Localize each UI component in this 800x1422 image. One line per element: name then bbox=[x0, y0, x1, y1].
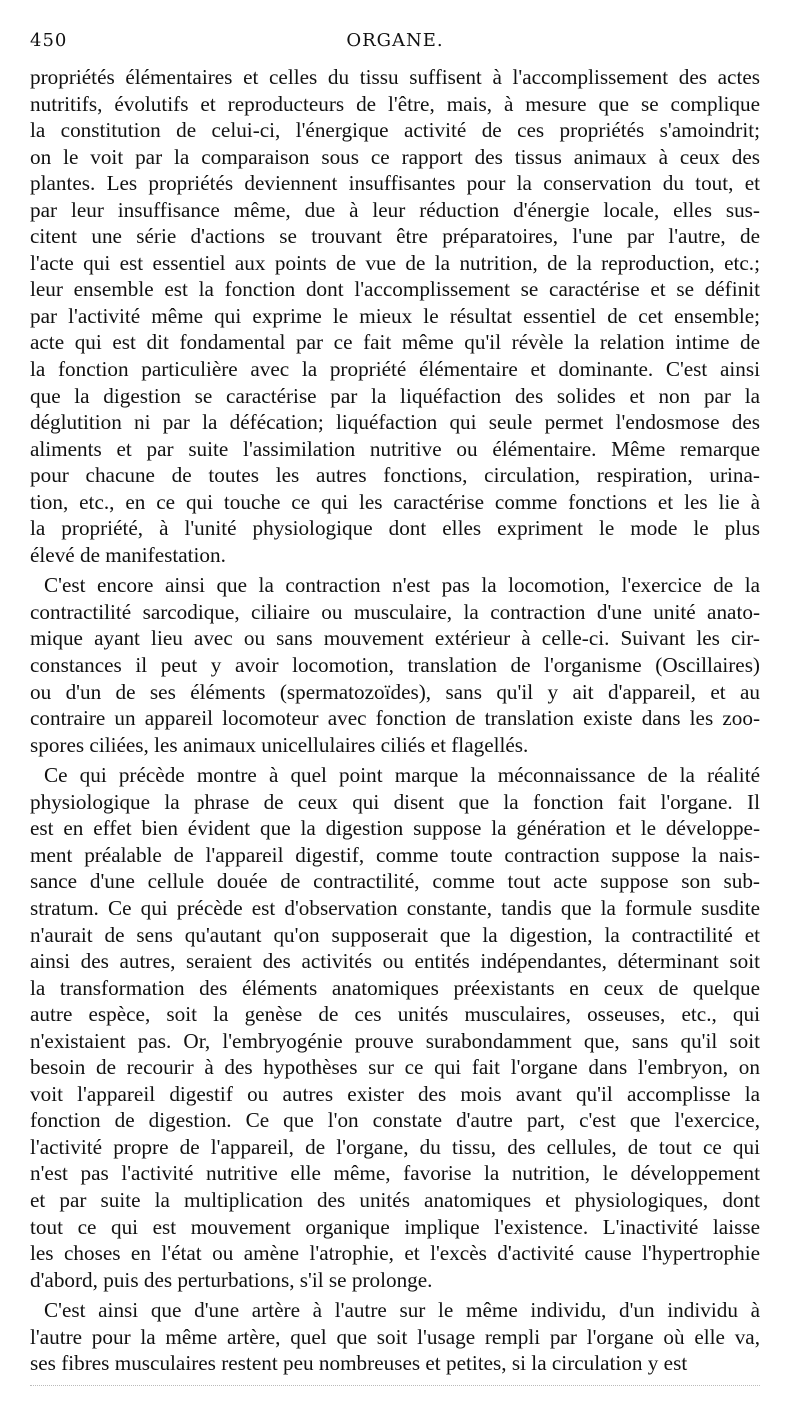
text-line: que la digestion se caractérise par la liquéfaction des solides et non par la bbox=[30, 383, 760, 408]
body-text bbox=[30, 64, 760, 1381]
bottom-rule bbox=[30, 1385, 760, 1387]
text-line: aliments et par suite l'assimilation nutritive ou élémentaire. Même remarque bbox=[30, 436, 760, 461]
running-title: ORGANE. bbox=[346, 30, 444, 51]
text-line: élevé de manifestation. bbox=[30, 542, 226, 567]
text-line: tout ce qui est mouvement organique implique l'existence. L'inactivité laisse bbox=[30, 1214, 760, 1239]
text-line: tion, etc., en ce qui touche ce qui les caractérise comme fonctions et les lie à bbox=[30, 489, 760, 514]
text-line: plantes. Les propriétés deviennent insuffisantes pour la conservation du tout, et bbox=[30, 171, 760, 196]
text-line: leur ensemble est la fonction dont l'accomplissement se caractérise et se définit bbox=[30, 277, 760, 302]
page-number: 450 bbox=[30, 30, 68, 51]
text-line: est en effet bien évident que la digestion suppose la génération et le développe- bbox=[30, 816, 760, 841]
text-line: on le voit par la comparaison sous ce rapport des tissus animaux à ceux des bbox=[30, 144, 760, 169]
text-line: contraire un appareil locomoteur avec fonction de translation existe dans les zoo- bbox=[30, 706, 760, 731]
text-line: déglutition ni par la défécation; liquéfaction qui seule permet l'endosmose des bbox=[30, 410, 760, 435]
text-line: contractilité sarcodique, ciliaire ou musculaire, la contraction d'une unité anato- bbox=[30, 599, 760, 624]
text-line: mique ayant lieu avec ou sans mouvement extérieur à celle-ci. Suivant les cir- bbox=[30, 626, 760, 651]
text-line: n'est pas l'activité nutritive elle même, favorise la nutrition, le développement bbox=[30, 1161, 760, 1186]
text-line: la transformation des éléments anatomiques préexistants en ceux de quelque bbox=[30, 975, 760, 1000]
text-line: les choses en l'état ou amène l'atrophie, et l'excès d'activité cause l'hypertrophie bbox=[30, 1241, 760, 1266]
text-line: ou d'un de ses éléments (spermatozoïdes), sans qu'il y ait d'appareil, et au bbox=[30, 679, 760, 704]
text-line: constances il peut y avoir locomotion, translation de l'organisme (Oscillaires) bbox=[30, 653, 760, 678]
text-line: la constitution de celui-ci, l'énergique activité de ces propriétés s'amoindrit; bbox=[30, 118, 760, 143]
text-line: spores ciliées, les animaux unicellulaires ciliés et flagellés. bbox=[30, 732, 529, 757]
text-line: l'autre pour la même artère, quel que soit l'usage rempli par l'organe où elle va, bbox=[30, 1324, 760, 1349]
paragraph bbox=[30, 572, 760, 758]
text-line: sance d'une cellule douée de contractilité, comme tout acte suppose son sub- bbox=[30, 869, 760, 894]
page-header bbox=[30, 30, 760, 58]
text-line: la propriété, à l'unité physiologique dont elles expriment le mode le plus bbox=[30, 516, 760, 541]
text-line: et par suite la multiplication des unités anatomiques et physiologiques, dont bbox=[30, 1187, 760, 1212]
text-line: ainsi des autres, seraient des activités ou entités indépendantes, déterminant soit bbox=[30, 949, 760, 974]
text-line: pour chacune de toutes les autres fonctions, circulation, respiration, urina- bbox=[30, 463, 760, 488]
text-line: autre espèce, soit la genèse de ces unités musculaires, osseuses, etc., qui bbox=[30, 1002, 760, 1027]
text-line: nutritifs, évolutifs et reproducteurs de l'être, mais, à mesure que se complique bbox=[30, 91, 760, 116]
paragraph bbox=[30, 1297, 760, 1377]
text-line: d'abord, puis des perturbations, s'il se prolonge. bbox=[30, 1267, 433, 1292]
text-line: ment préalable de l'appareil digestif, comme toute contraction suppose la nais- bbox=[30, 842, 760, 867]
paragraph bbox=[30, 762, 760, 1293]
text-line: l'activité propre de l'appareil, de l'organe, du tissu, des cellules, de tout ce qui bbox=[30, 1134, 760, 1159]
text-line: besoin de recourir à des hypothèses sur ce qui fait l'organe dans l'embryon, on bbox=[30, 1055, 760, 1080]
text-line: par leur insuffisance même, due à leur réduction d'énergie locale, elles sus- bbox=[30, 197, 760, 222]
text-line: par l'activité même qui exprime le mieux le résultat essentiel de cet ensemble; bbox=[30, 303, 760, 328]
text-line: ses fibres musculaires restent peu nombreuses et petites, si la circulation y est bbox=[30, 1351, 688, 1376]
text-line: C'est ainsi que d'une artère à l'autre sur le même individu, d'un individu à bbox=[44, 1298, 760, 1323]
text-line: physiologique la phrase de ceux qui disent que la fonction fait l'organe. Il bbox=[30, 789, 760, 814]
text-line: l'acte qui est essentiel aux points de vue de la nutrition, de la reproduction, etc.; bbox=[30, 250, 760, 275]
text-line: la fonction particulière avec la propriété élémentaire et dominante. C'est ainsi bbox=[30, 357, 760, 382]
text-line: voit l'appareil digestif ou autres exister des mois avant qu'il accomplisse la bbox=[30, 1081, 760, 1106]
text-line: citent une série d'actions se trouvant être préparatoires, l'une par l'autre, de bbox=[30, 224, 760, 249]
text-line: acte qui est dit fondamental par ce fait même qu'il révèle la relation intime de bbox=[30, 330, 760, 355]
paragraph bbox=[30, 64, 760, 568]
text-line: C'est encore ainsi que la contraction n'est pas la locomotion, l'exercice de la bbox=[44, 573, 760, 598]
text-line: Ce qui précède montre à quel point marque la méconnaissance de la réalité bbox=[44, 763, 760, 788]
text-line: n'aurait de sens qu'autant qu'on supposerait que la digestion, la contractilité et bbox=[30, 922, 760, 947]
text-line: n'existaient pas. Or, l'embryogénie prouve surabondamment que, sans qu'il soit bbox=[30, 1028, 760, 1053]
text-line: fonction de digestion. Ce que l'on constate d'autre part, c'est que l'exercice, bbox=[30, 1108, 760, 1133]
text-line: propriétés élémentaires et celles du tissu suffisent à l'accomplissement des actes bbox=[30, 65, 760, 89]
text-line: stratum. Ce qui précède est d'observation constante, tandis que la formule susdite bbox=[30, 895, 760, 920]
